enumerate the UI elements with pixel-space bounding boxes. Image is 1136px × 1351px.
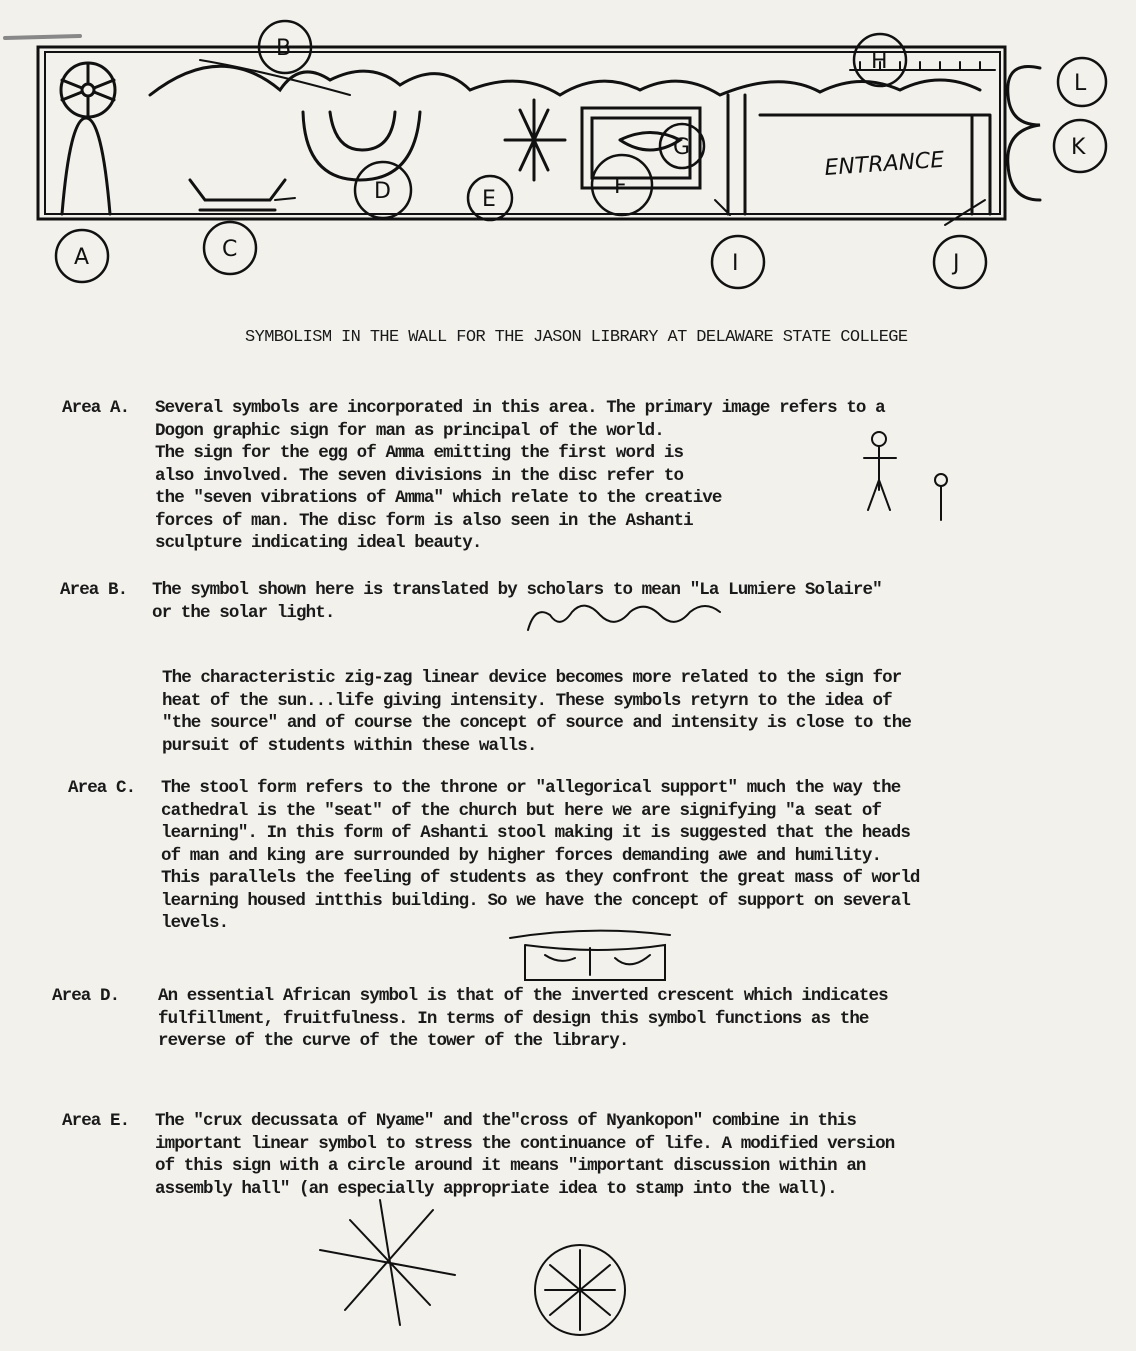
sketch-label-k: K: [1071, 135, 1086, 160]
text-line: pursuit of students within these walls.: [162, 735, 537, 756]
text-line: The symbol shown here is translated by scholars to mean "La Lumiere Solaire": [152, 580, 882, 600]
sketch-label-i: I: [732, 251, 739, 276]
text-line: The "crux decussata of Nyame" and the"cross of Nyankopon" combine in this: [155, 1111, 856, 1131]
text-line: This parallels the feeling of students as they confront the great mass of world: [161, 868, 920, 888]
text-line: of man and king are surrounded by higher forces demanding awe and humility.: [161, 845, 882, 866]
text-line: fulfillment, fruitfulness. In terms of design this symbol functions as the: [158, 1008, 869, 1029]
sketch-label-d: D: [374, 179, 391, 204]
text-line: forces of man. The disc form is also seen in the Ashanti: [155, 510, 693, 531]
text-line: heat of the sun...life giving intensity. These symbols retyrn to the idea of: [162, 690, 892, 711]
text-line: cathedral is the "seat" of the church but here we are signifying "a seat of: [161, 800, 882, 821]
text-line: learning". In this form of Ashanti stool making it is suggested that the heads: [161, 823, 910, 843]
section-label: Area D.: [52, 986, 120, 1006]
section-area-e: [62, 1110, 894, 1200]
stool-symbol: [190, 180, 285, 210]
text-line: or the solar light.: [152, 602, 335, 623]
section-area-b: [60, 579, 911, 757]
sketch-label-e: E: [482, 187, 496, 212]
text-line: sculpture indicating ideal beauty.: [155, 533, 482, 553]
section-area-a: [62, 397, 885, 555]
sketch-label-g: G: [673, 135, 691, 160]
star-symbol: [505, 100, 565, 180]
text-line: levels.: [161, 913, 229, 933]
sketch-label-f: F: [614, 174, 627, 199]
text-line: reverse of the curve of the tower of the library.: [158, 1031, 629, 1051]
text-line: assembly hall" (an especially appropriate idea to stamp into the wall).: [155, 1178, 837, 1199]
sketch-label-c: C: [222, 237, 238, 262]
text-line: The sign for the egg of Amma emitting the first word is: [155, 443, 684, 463]
text-line: learning housed intthis building. So we have the concept of support on several: [161, 890, 910, 911]
text-line: the "seven vibrations of Amma" which relate to the creative: [155, 488, 722, 508]
text-line: important linear symbol to stress the continuance of life. A modified version: [155, 1133, 895, 1154]
sketch-label-j: J: [953, 251, 960, 276]
section-label: Area E.: [62, 1111, 130, 1131]
text-line: also involved. The seven divisions in the disc refer to: [155, 465, 684, 486]
section-area-c: [68, 777, 920, 935]
stool-drawing: [510, 931, 670, 980]
text-line: of this sign with a circle around it means "important discussion within an: [155, 1156, 866, 1176]
text-line: The stool form refers to the throne or "allegorical support" much the way the: [161, 778, 901, 798]
section-label: Area C.: [68, 778, 136, 798]
text-line: Dogon graphic sign for man as principal of the world.: [155, 420, 664, 441]
circled-star-drawing: [535, 1245, 625, 1335]
text-line: "the source" and of course the concept of source and intensity is close to the: [162, 713, 911, 733]
sketch-label-b: B: [276, 36, 292, 61]
sketch-entrance-label: ENTRANCE: [823, 147, 945, 181]
wall-outline: [38, 47, 1005, 219]
section-area-d: [52, 985, 888, 1053]
sketch-label-h: H: [871, 49, 888, 74]
text-line: An essential African symbol is that of the inverted crescent which indicates: [158, 986, 888, 1006]
section-label: Area A.: [62, 398, 130, 418]
text-line: The characteristic zig-zag linear device becomes more related to the sign for: [162, 668, 902, 688]
text-line: Several symbols are incorporated in this area. The primary image refers to a: [155, 398, 885, 418]
document-title: SYMBOLISM IN THE WALL FOR THE JASON LIBRARY AT DELAWARE STATE COLLEGE: [245, 328, 908, 347]
crux-decussata-drawing: [320, 1200, 455, 1325]
section-label: Area B.: [60, 580, 128, 600]
sketch-label-l: L: [1074, 71, 1087, 96]
sketch-label-a: A: [74, 245, 90, 270]
